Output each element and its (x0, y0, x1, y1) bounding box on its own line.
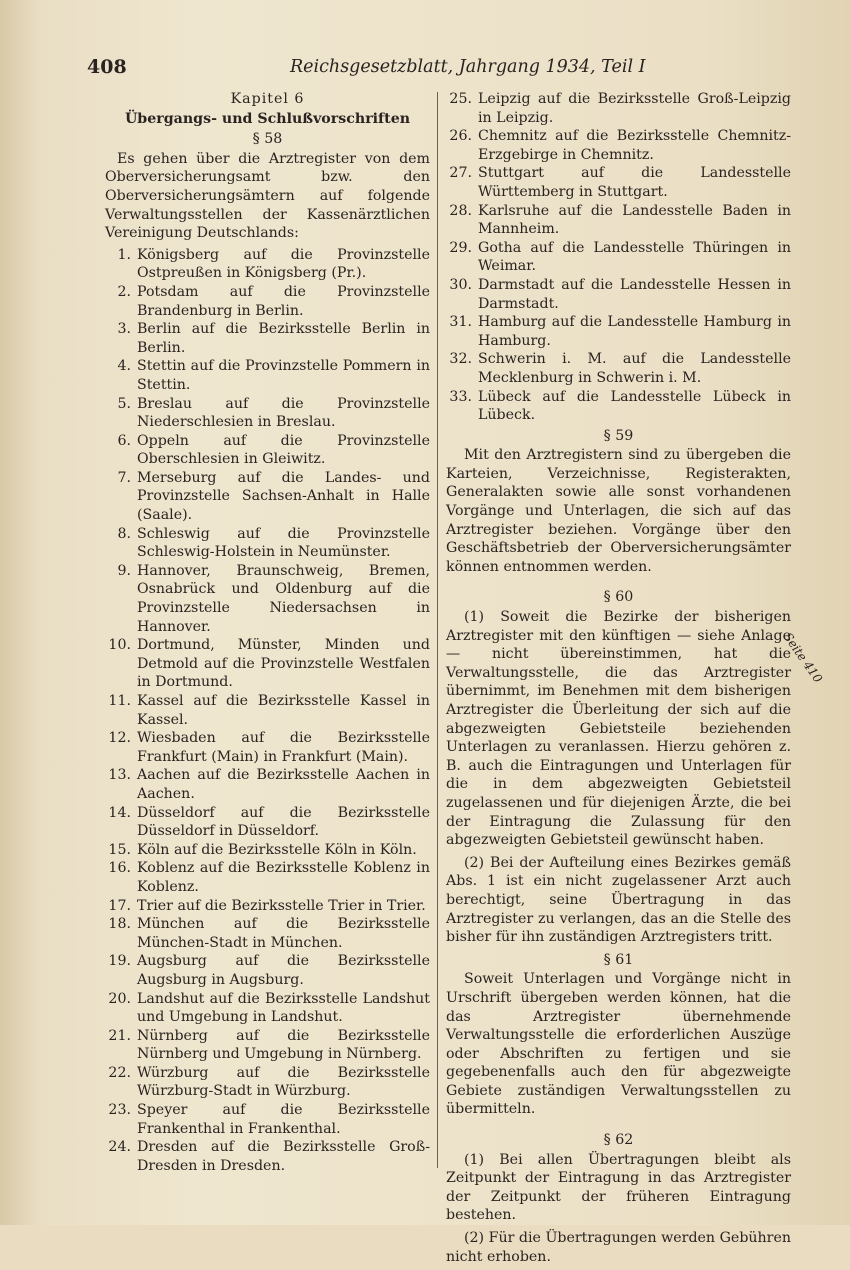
section-62-paragraph-2: (2) Für die Übertragungen werden Gebühren nicht erhoben. (446, 1230, 791, 1265)
chapter-title: Übergangs- und Schlußvorschriften (124, 110, 411, 127)
list-item-number: 22. (108, 1064, 131, 1081)
list-item-text: Dortmund, Münster, Minden und Detmold auf die Provinzstelle Westfalen in Dortmund. (137, 637, 430, 691)
list-item-number: 18. (108, 916, 131, 933)
list-item-number: 16. (108, 860, 131, 877)
list-item (105, 729, 430, 766)
list-item-text: Stuttgart auf die Landesstelle Württemberg in Stuttgart. (478, 165, 791, 200)
registry-list-right (446, 90, 791, 425)
section-61-heading: § 61 (603, 951, 634, 968)
list-item-number: 31. (449, 314, 472, 331)
running-title: Reichsgesetzblatt, Jahrgang 1934, Teil I (290, 57, 646, 77)
list-item-number: 10. (108, 637, 131, 654)
section-58-intro: Es gehen über die Arztregister von dem Oberversicherungsamt bzw. den Oberversicherungsämtern auf folgende Verwaltungsstellen der Kassenärztlichen Vereinigung Deutschlands: (105, 150, 430, 242)
list-item-text: Merseburg auf die Landes- und Provinzstelle Sachsen-Anhalt in Halle (Saale). (137, 469, 430, 524)
list-item-number: 9. (117, 562, 131, 579)
list-item-number: 29. (449, 239, 472, 256)
list-item-number: 33. (449, 388, 472, 405)
list-item-text: Augsburg auf die Bezirksstelle Augsburg in Augsburg. (137, 953, 430, 988)
list-item (446, 202, 791, 239)
section-60-heading: § 60 (603, 589, 634, 606)
chapter-heading: Kapitel 6 (230, 91, 305, 107)
list-item-number: 21. (108, 1027, 131, 1044)
list-item-text: Hannover, Braunschweig, Bremen, Osnabrück und Oldenburg auf die Provinzstelle Niedersachsen in Hannover. (137, 562, 430, 635)
column-divider (437, 92, 438, 1168)
list-item (105, 525, 430, 562)
list-item-number: 17. (108, 897, 131, 914)
page-header (0, 56, 850, 82)
list-item-number: 7. (117, 469, 131, 486)
list-item-number: 25. (449, 91, 472, 107)
list-item-number: 5. (117, 395, 131, 412)
list-item-text: Stettin auf die Provinzstelle Pommern in Stettin. (137, 358, 430, 393)
list-item-text: Breslau auf die Provinzstelle Niederschlesien in Breslau. (137, 395, 430, 431)
section-60-paragraph-1: (1) Soweit die Bezirke der bisherigen Arztregister mit den künftigen — siehe Anlage — nicht übereinstimmen, hat die Verwaltungsstelle, die das Arztregister übernimmt, im Benehmen mit dem bisherigen Arztregister die Überleitung der sich auf die abgezweigten Gebietsteile beziehenden Unterlagen zu veranlassen. Hierzu gehören z. B. auch die Eintragungen und Unterlagen für die in dem abgezweigten Gebietsteil zugelassenen und für diejenigen Ärzte, die bei der Eintragung die Zulassung für den abgezweigten Gebietsteil gewünscht haben. (446, 609, 791, 849)
list-item-text: Lübeck auf die Landesstelle Lübeck in Lübeck. (478, 388, 791, 424)
list-item (105, 859, 430, 896)
section-58-heading: § 58 (252, 131, 283, 148)
section-60-paragraph-2: (2) Bei der Aufteilung eines Bezirkes gemäß Abs. 1 ist ein nicht zugelassener Arzt auch berechtigt, seine Übertragung in das Arztregister zu verlangen, das an die Stelle des bisher für ihn zuständigen Arztregisters tritt. (446, 854, 791, 946)
list-item (105, 692, 430, 729)
list-item-text: Nürnberg auf die Bezirksstelle Nürnberg und Umgebung in Nürnberg. (137, 1027, 430, 1063)
list-item (105, 562, 430, 636)
list-item (105, 804, 430, 841)
right-column (446, 90, 791, 1270)
left-column (105, 90, 430, 1175)
list-item-number: 26. (449, 128, 472, 145)
list-item-text: Darmstadt auf die Landesstelle Hessen in Darmstadt. (478, 276, 791, 312)
section-61-text: Soweit Unterlagen und Vorgänge nicht in Urschrift übergeben werden können, hat die das Arztregister übernehmende Verwaltungsstelle die erforderlichen Auszüge oder Abschriften zu fertigen und sie gegebenenfalls auch den für abgezweigte Gebiete zuständigen Verwaltungsstellen zu übermitteln. (446, 971, 791, 1118)
list-item (105, 1138, 430, 1175)
list-item-text: Düsseldorf auf die Bezirksstelle Düsseldorf in Düsseldorf. (137, 804, 430, 840)
list-item-number: 6. (117, 432, 131, 449)
list-item-number: 28. (449, 202, 472, 219)
list-item-text: Trier auf die Bezirksstelle Trier in Trier. (137, 897, 426, 914)
list-item (105, 766, 430, 803)
list-item-text: Schleswig auf die Provinzstelle Schleswig-Holstein in Neumünster. (137, 525, 430, 561)
list-item-text: Karlsruhe auf die Landesstelle Baden in Mannheim. (478, 202, 791, 238)
list-item-number: 3. (117, 321, 131, 338)
list-item-text: Königsberg auf die Provinzstelle Ostpreußen in Königsberg (Pr.). (137, 246, 430, 282)
list-item-text: Dresden auf die Bezirksstelle Groß-Dresden in Dresden. (137, 1139, 430, 1174)
list-item-number: 1. (117, 246, 131, 263)
list-item (105, 1101, 430, 1138)
list-item-text: Potsdam auf die Provinzstelle Brandenburg in Berlin. (137, 283, 430, 319)
list-item-number: 15. (108, 841, 131, 858)
section-62-heading: § 62 (603, 1132, 634, 1149)
section-59-text: Mit den Arztregistern sind zu übergeben die Karteien, Verzeichnisse, Registerakten, Generalakten sowie alle sonst vorhandenen Vorgänge und Unterlagen, die sich auf das Arztregister beziehen. Vorgänge über den Geschäftsbetrieb der Oberversicherungsämter können entnommen werden. (446, 447, 791, 575)
list-item (105, 320, 430, 357)
list-item-text: Speyer auf die Bezirksstelle Frankenthal in Frankenthal. (137, 1102, 430, 1137)
list-item (105, 952, 430, 989)
list-item (446, 239, 791, 276)
list-item-text: Würzburg auf die Bezirksstelle Würzburg-Stadt in Würzburg. (137, 1064, 430, 1100)
list-item-number: 24. (108, 1139, 131, 1156)
list-item-text: Hamburg auf die Landesstelle Hamburg in Hamburg. (478, 314, 791, 349)
registry-list-left (105, 246, 430, 1176)
list-item-number: 23. (108, 1102, 131, 1119)
list-item (105, 432, 430, 469)
list-item (105, 469, 430, 525)
list-item (105, 915, 430, 952)
list-item-number: 8. (117, 525, 131, 542)
list-item-number: 27. (449, 165, 472, 182)
list-item-text: Köln auf die Bezirksstelle Köln in Köln. (137, 841, 417, 858)
list-item (105, 357, 430, 394)
list-item (105, 841, 430, 860)
list-item (105, 1064, 430, 1101)
list-item (105, 1027, 430, 1064)
list-item-text: Leipzig auf die Bezirksstelle Groß-Leipzig in Leipzig. (478, 91, 791, 126)
list-item (446, 164, 791, 201)
list-item-text: Schwerin i. M. auf die Landesstelle Mecklenburg in Schwerin i. M. (478, 351, 791, 386)
list-item-number: 11. (108, 693, 131, 709)
list-item (446, 388, 791, 425)
list-item (105, 395, 430, 432)
list-item (105, 897, 430, 916)
list-item-text: Wiesbaden auf die Bezirksstelle Frankfurt (Main) in Frankfurt (Main). (137, 730, 430, 765)
list-item-text: Chemnitz auf die Bezirksstelle Chemnitz-Erzgebirge in Chemnitz. (478, 128, 791, 163)
list-item-text: Landshut auf die Bezirksstelle Landshut und Umgebung in Landshut. (137, 990, 430, 1026)
page-number: 408 (87, 56, 127, 78)
list-item-number: 14. (108, 804, 131, 821)
list-item-text: Koblenz auf die Bezirksstelle Koblenz in Koblenz. (137, 860, 430, 895)
section-62-paragraph-1: (1) Bei allen Übertragungen bleibt als Zeitpunkt der Eintragung in das Arztregister der Zeitpunkt der früheren Eintragung bestehen. (446, 1151, 791, 1224)
list-item-text: Oppeln auf die Provinzstelle Oberschlesien in Gleiwitz. (137, 432, 430, 468)
list-item-text: Berlin auf die Bezirksstelle Berlin in Berlin. (137, 321, 430, 356)
list-item-number: 12. (108, 730, 131, 747)
list-item (446, 350, 791, 387)
list-item (446, 90, 791, 127)
list-item-number: 19. (108, 953, 131, 970)
list-item-number: 4. (117, 358, 131, 375)
list-item (105, 283, 430, 320)
list-item-text: Gotha auf die Landesstelle Thüringen in Weimar. (478, 239, 791, 275)
section-59-heading: § 59 (603, 427, 634, 444)
list-item (105, 636, 430, 692)
list-item-text: Kassel auf die Bezirksstelle Kassel in Kassel. (137, 693, 430, 728)
list-item-number: 2. (117, 283, 131, 300)
list-item-number: 32. (449, 351, 472, 368)
list-item-number: 30. (449, 276, 472, 293)
list-item-number: 13. (108, 767, 131, 784)
list-item (446, 127, 791, 164)
list-item (105, 990, 430, 1027)
list-item-text: München auf die Bezirksstelle München-Stadt in München. (137, 916, 430, 951)
list-item (446, 313, 791, 350)
list-item (446, 276, 791, 313)
list-item-text: Aachen auf die Bezirksstelle Aachen in Aachen. (137, 767, 430, 802)
margin-page-reference: Seite 410 (780, 630, 826, 686)
list-item-number: 20. (108, 990, 131, 1007)
list-item (105, 246, 430, 283)
